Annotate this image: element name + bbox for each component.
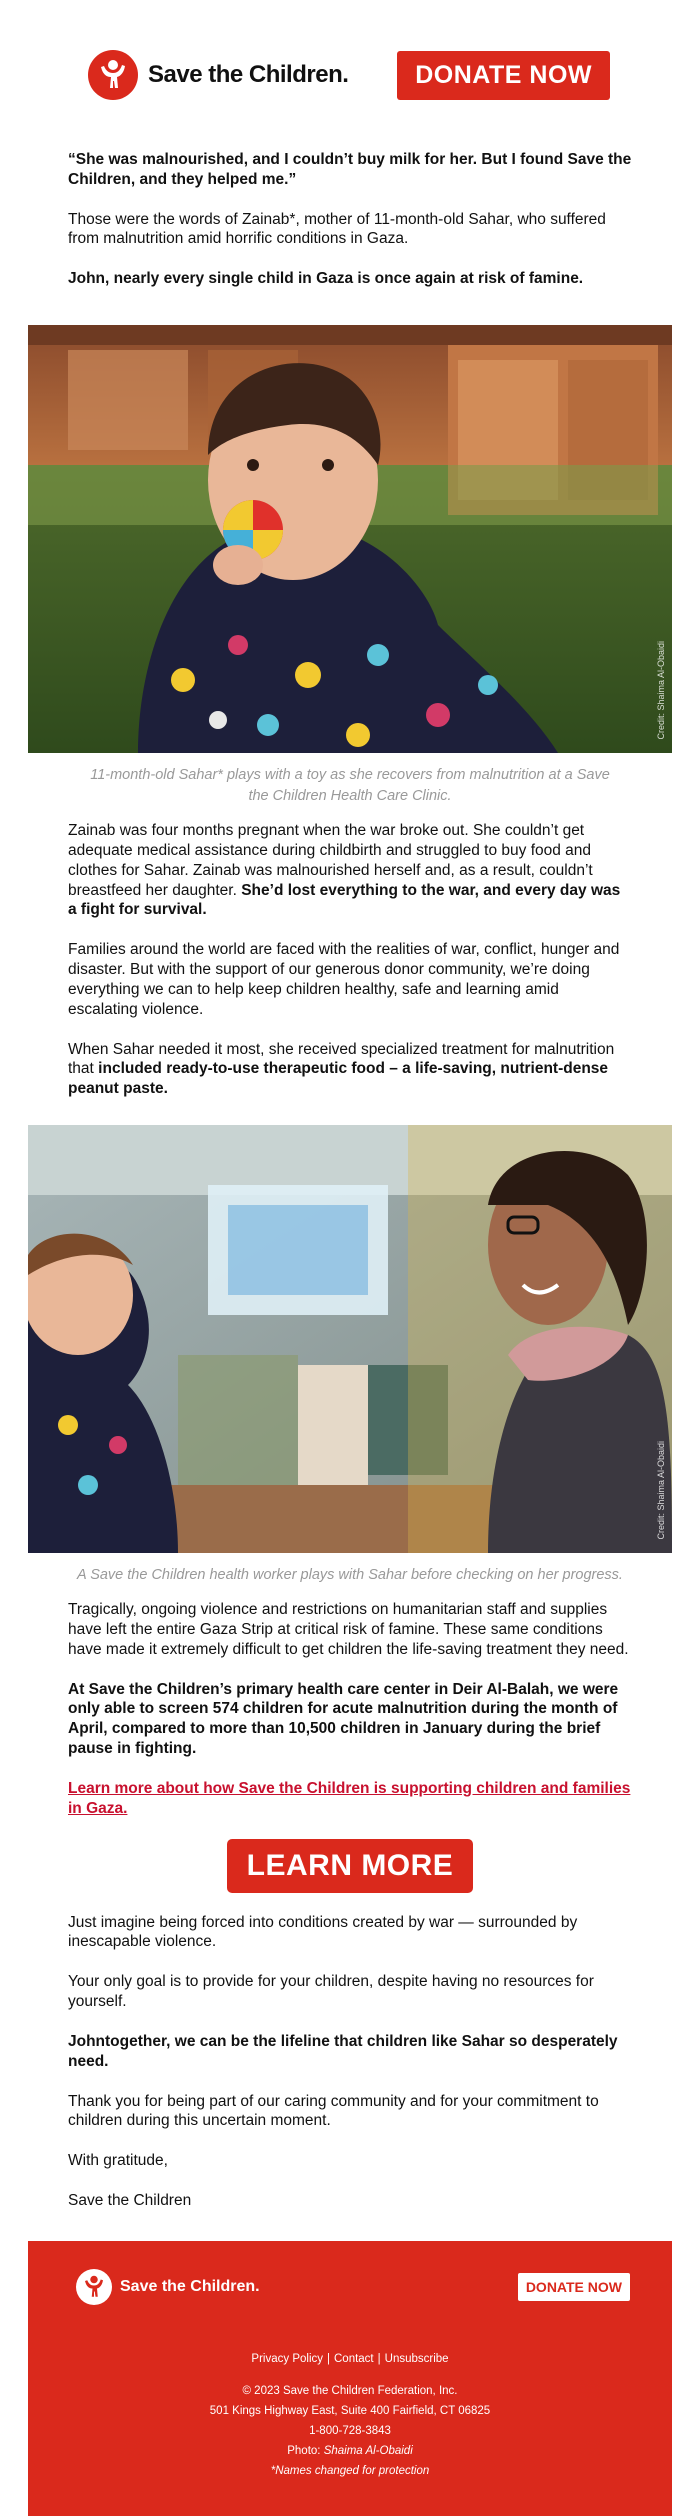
footer-donate-button[interactable]: DONATE NOW — [518, 2273, 630, 2301]
photo-name: Shaima Al-Obaidi — [323, 2444, 413, 2457]
contact-link[interactable]: Contact — [334, 2352, 374, 2365]
photo-credit: Credit: Shaima Al-Obaidi — [656, 1440, 666, 1540]
photo-label: Photo: — [287, 2444, 324, 2457]
brand-logo[interactable] — [88, 50, 348, 100]
photo-sahar-toy — [28, 325, 672, 753]
footer-logo-text: Save the Children. — [120, 2277, 260, 2295]
link-separator: | — [327, 2352, 330, 2365]
names-note: *Names changed for protection — [270, 2464, 430, 2477]
email-footer — [28, 2241, 672, 2516]
story-section — [0, 821, 700, 1099]
story-paragraph — [68, 1040, 632, 1099]
photo-credit-line — [28, 2441, 672, 2461]
privacy-policy-link[interactable]: Privacy Policy — [251, 2352, 323, 2365]
learn-more-button[interactable]: LEARN MORE — [227, 1839, 474, 1893]
copyright: © 2023 Save the Children Federation, Inc. — [242, 2384, 458, 2397]
story-text-bold: included ready-to-use therapeutic food – a life-saving, nutrient-dense peanut paste. — [68, 1060, 609, 1098]
learn-more-link[interactable]: Learn more about how Save the Children is supporting children and families in Gaza. — [68, 1779, 631, 1817]
footer-info — [28, 2381, 672, 2481]
intro-quote: “She was malnourished, and I couldn’t buy milk for her. But I found Save the Children, and they helped me.” — [68, 151, 632, 188]
child-figure-icon — [76, 2269, 112, 2305]
story2-paragraph: Just imagine being forced into conditions created by war — surrounded by inescapable violence. — [68, 1913, 578, 1951]
phone: 1-800-728-3843 — [309, 2424, 391, 2437]
footer-links — [28, 2353, 672, 2365]
story2-screening-stats: At Save the Children’s primary health care center in Deir Al-Balah, we were only able to screen 574 children for acute malnutrition during the month of April, compared to more than 10,500 children in January during the brief pause in fighting. — [68, 1680, 619, 1758]
learn-more-link-paragraph — [68, 1779, 632, 1819]
footer-top — [28, 2241, 672, 2305]
intro-words: Those were the words of Zainab*, mother of 11-month-old Sahar, who suffered from malnutrition amid horrific conditions in Gaza. — [68, 210, 606, 248]
photo-health-worker — [28, 1125, 672, 1553]
address: 501 Kings Highway East, Suite 400 Fairfield, CT 06825 — [209, 2404, 491, 2417]
photo-health-worker-image — [28, 1125, 672, 1553]
photo-caption: A Save the Children health worker plays with Sahar before checking on her progress. — [77, 1567, 623, 1584]
link-separator: | — [377, 2352, 381, 2365]
story2-paragraph: Your only goal is to provide for your children, despite having no resources for yourself. — [68, 1973, 594, 2011]
story-text-bold: She’d lost everything to the war, and every day was a fight for survival. — [68, 881, 621, 919]
logo-text: Save the Children. — [148, 61, 349, 88]
story-text: When Sahar needed it most, she received specialized treatment for malnutrition that — [68, 1040, 615, 1078]
story2-lifeline: Johntogether, we can be the lifeline that children like Sahar so desperately need. — [68, 2032, 618, 2070]
story2-section — [0, 1600, 700, 2211]
footer-logo[interactable] — [76, 2269, 260, 2305]
donate-now-button[interactable]: DONATE NOW — [397, 51, 610, 100]
story-paragraph: Families around the world are faced with the realities of war, conflict, hunger and disaster. But with the support of our generous donor community, we’re doing everything we can to help keep children healthy, safe and learning amid escalating violence. — [68, 941, 620, 1018]
learn-more-wrap — [68, 1839, 632, 1893]
unsubscribe-link[interactable]: Unsubscribe — [384, 2352, 449, 2365]
photo-credit: Credit: Shaima Al-Obaidi — [656, 640, 666, 740]
story2-paragraph: Thank you for being part of our caring community and for your commitment to children during this uncertain moment. — [68, 2092, 599, 2130]
signature: Save the Children — [68, 2192, 192, 2210]
photo-sahar-toy-image — [28, 325, 672, 753]
child-figure-icon — [88, 50, 138, 100]
photo-caption: 11-month-old Sahar* plays with a toy as she recovers from malnutrition at a Save the Children Health Care Clinic. — [90, 767, 610, 805]
intro-risk: John, nearly every single child in Gaza is once again at risk of famine. — [68, 270, 584, 288]
story-text: Zainab was four months pregnant when the war broke out. She couldn’t get adequate medical assistance during childbirth and struggled to buy food and clothes for Sahar. Zainab was malnourished herself and, as a result, couldn’t breastfeed her daughter. — [68, 822, 593, 899]
story2-paragraph: Tragically, ongoing violence and restrictions on humanitarian staff and supplies have left the entire Gaza Strip at critical risk of famine. These same conditions have made it extremely difficult to get children the life-saving treatment they need. — [68, 1601, 629, 1658]
intro-section — [0, 150, 700, 289]
story-paragraph — [68, 821, 632, 920]
email-header — [0, 0, 700, 150]
sign-off: With gratitude, — [68, 2152, 168, 2170]
